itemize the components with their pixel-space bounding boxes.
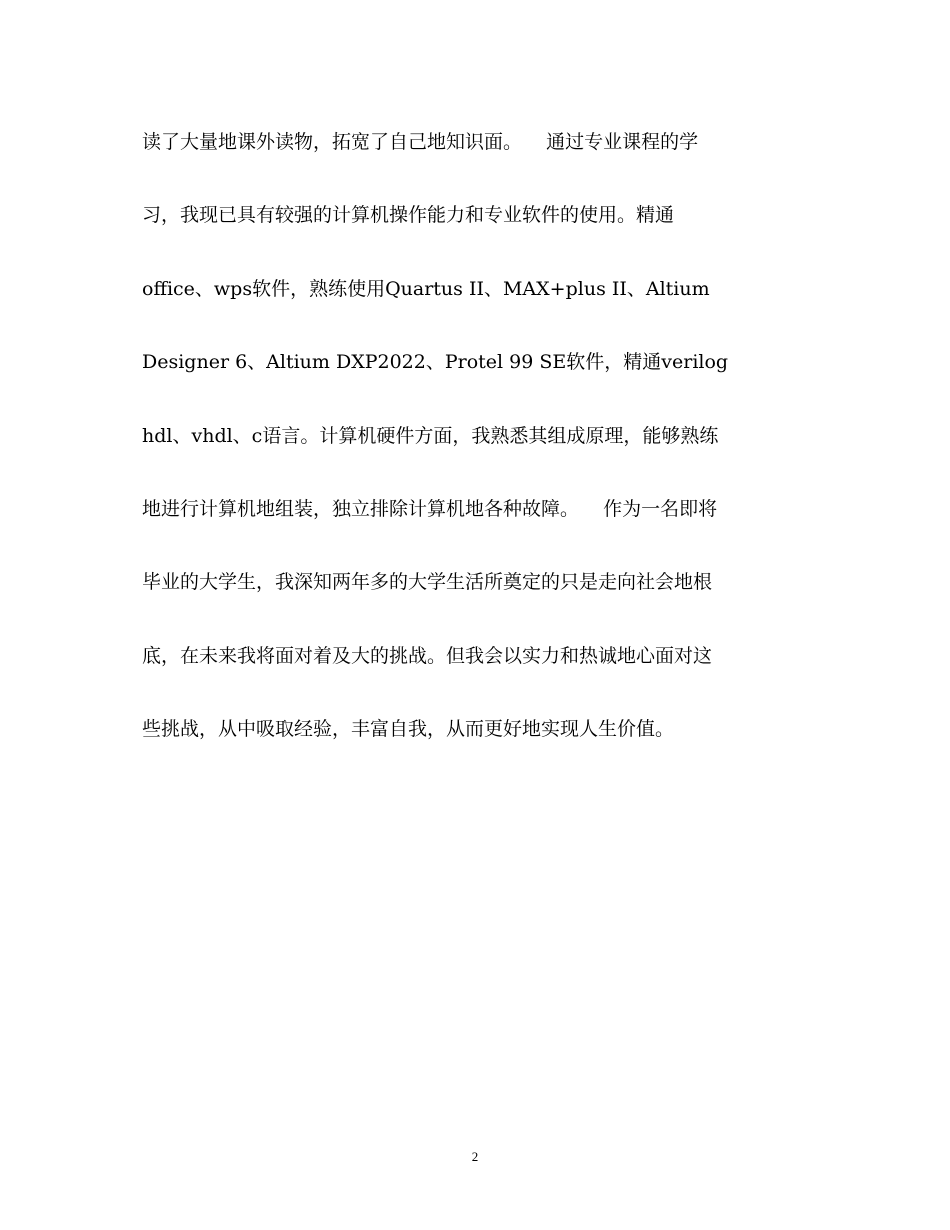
text-line: 毕业的大学生，我深知两年多的大学生活所奠定的只是走向社会地根: [142, 571, 713, 594]
page-number: 2: [471, 1149, 479, 1164]
body-paragraph: [142, 124, 822, 785]
text-line: 些挑战，从中吸取经验，丰富自我，从而更好地实现人生价值。: [142, 718, 675, 741]
text-line: 地进行计算机地组装，独立排除计算机地各种故障。 作为一名即将: [142, 497, 718, 520]
text-line: hdl、vhdl、c语言。计算机硬件方面，我熟悉其组成原理，能够熟练: [142, 424, 719, 447]
text-line: office、wps软件，熟练使用Quartus II、MAX+plus II、Altium: [142, 277, 710, 300]
text-line: 读了大量地课外读物，拓宽了自己地知识面。 通过专业课程的学: [142, 131, 699, 153]
text-line: Designer 6、Altium DXP2022、Protel 99 SE软件，精通verilog: [142, 351, 729, 374]
text-line: 习，我现已具有较强的计算机操作能力和专业软件的使用。精通: [142, 204, 675, 227]
text-line: 底，在未来我将面对着及大的挑战。但我会以实力和热诚地心面对这: [142, 644, 713, 667]
